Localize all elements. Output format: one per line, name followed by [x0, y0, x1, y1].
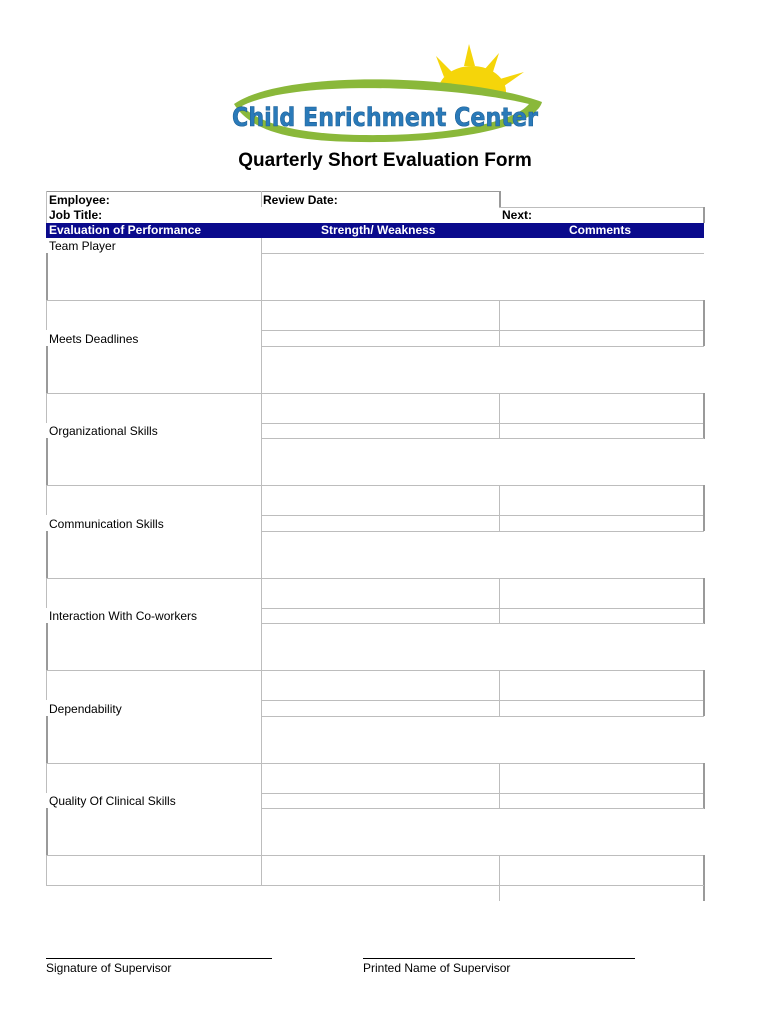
- col-line: [261, 393, 262, 423]
- col-line: [499, 578, 500, 608]
- col-line: [703, 670, 705, 700]
- col-line: [703, 885, 705, 901]
- row-line: [261, 716, 704, 717]
- header-right-border: [499, 191, 501, 207]
- signature-line: [46, 958, 272, 959]
- col-line: [499, 793, 500, 809]
- col-line: [499, 423, 500, 439]
- row-line: [261, 346, 704, 347]
- row-line: [261, 438, 704, 439]
- col-line: [46, 670, 47, 700]
- job-title-label: Job Title:: [49, 208, 103, 222]
- col-line: [261, 331, 262, 346]
- employee-label: Employee:: [49, 193, 110, 207]
- col-line: [46, 578, 47, 608]
- col-line: [46, 300, 47, 330]
- col-line: [703, 393, 705, 423]
- row-line: [46, 485, 704, 486]
- col-line: [46, 346, 48, 393]
- col-line: [261, 808, 262, 855]
- header-divider: [261, 191, 262, 207]
- col-line: [499, 330, 500, 346]
- col-line: [261, 516, 262, 531]
- row-line: [46, 670, 704, 671]
- col-line: [703, 515, 705, 531]
- col-line: [46, 808, 48, 855]
- col-line: [261, 238, 262, 253]
- review-date-label: Review Date:: [263, 193, 338, 207]
- col-line: [703, 855, 705, 885]
- row-line: [261, 330, 704, 331]
- col-line: [261, 423, 262, 438]
- col-line: [261, 716, 262, 763]
- child-enrichment-center-logo: [224, 44, 550, 152]
- col-line: [261, 578, 262, 608]
- col-line: [703, 423, 705, 439]
- col-line: [46, 716, 48, 763]
- category-label: Communication Skills: [49, 516, 164, 531]
- col-line: [261, 531, 262, 578]
- col-line: [46, 393, 47, 423]
- row-line: [261, 608, 704, 609]
- col-line: [703, 608, 705, 624]
- header-top-border: [46, 191, 500, 192]
- col-line: [46, 531, 48, 578]
- col-line: [261, 793, 262, 808]
- col-line: [261, 701, 262, 716]
- col-line: [261, 253, 262, 300]
- row-line: [261, 793, 704, 794]
- row-line: [46, 578, 704, 579]
- col-line: [46, 253, 48, 300]
- col-line: [499, 300, 500, 330]
- category-label: Dependability: [49, 701, 122, 716]
- col-line: [703, 485, 705, 515]
- col-line: [703, 300, 705, 330]
- col-evaluation-header: Evaluation of Performance: [49, 223, 202, 237]
- grid-bottom-line: [46, 885, 704, 886]
- col-line: [261, 608, 262, 623]
- col-line: [261, 855, 262, 885]
- category-label: Interaction With Co-workers: [49, 609, 198, 623]
- col-line: [499, 670, 500, 700]
- col-strength-header: Strength/ Weakness: [321, 223, 436, 237]
- col-line: [261, 300, 262, 330]
- col-line: [499, 855, 500, 885]
- col-line: [703, 793, 705, 809]
- col-line: [703, 330, 705, 346]
- category-label: Team Player: [49, 239, 116, 253]
- col-line: [46, 623, 48, 670]
- col-line: [703, 700, 705, 716]
- row-line: [261, 700, 704, 701]
- header-left-border: [46, 191, 47, 223]
- col-line: [703, 763, 705, 793]
- logo-text: Child Enrichment Center: [232, 103, 539, 133]
- col-comments-header: Comments: [569, 223, 632, 237]
- row-line: [46, 393, 704, 394]
- col-line: [499, 393, 500, 423]
- printed-name-line: [363, 958, 635, 959]
- col-line: [46, 763, 47, 793]
- category-label: Meets Deadlines: [49, 331, 139, 346]
- row-line: [261, 423, 704, 424]
- col-line: [499, 515, 500, 531]
- col-line: [703, 578, 705, 608]
- row-line: [261, 253, 704, 254]
- category-label: Organizational Skills: [49, 424, 158, 438]
- col-line: [261, 438, 262, 485]
- col-line: [46, 485, 47, 515]
- col-line: [499, 608, 500, 624]
- printed-name-label: Printed Name of Supervisor: [363, 961, 511, 975]
- row-line: [46, 855, 704, 856]
- row-line: [46, 763, 704, 764]
- column-header-bar: [46, 223, 704, 238]
- category-label: Quality Of Clinical Skills: [49, 794, 176, 808]
- signature-label: Signature of Supervisor: [46, 961, 172, 975]
- row-line: [46, 300, 704, 301]
- col-line: [261, 763, 262, 793]
- page-title: Quarterly Short Evaluation Form: [238, 150, 532, 171]
- col-line: [499, 763, 500, 793]
- col-line: [261, 346, 262, 393]
- header-next-right-border: [703, 207, 705, 223]
- col-line: [261, 623, 262, 670]
- row-line: [261, 531, 704, 532]
- col-line: [261, 485, 262, 515]
- col-line: [46, 438, 48, 485]
- row-line: [261, 808, 704, 809]
- col-line: [499, 700, 500, 716]
- row-line: [261, 623, 704, 624]
- col-line: [261, 670, 262, 700]
- col-line: [499, 485, 500, 515]
- next-label: Next:: [502, 208, 533, 222]
- col-line: [499, 885, 500, 901]
- col-line: [46, 855, 47, 885]
- row-line: [261, 515, 704, 516]
